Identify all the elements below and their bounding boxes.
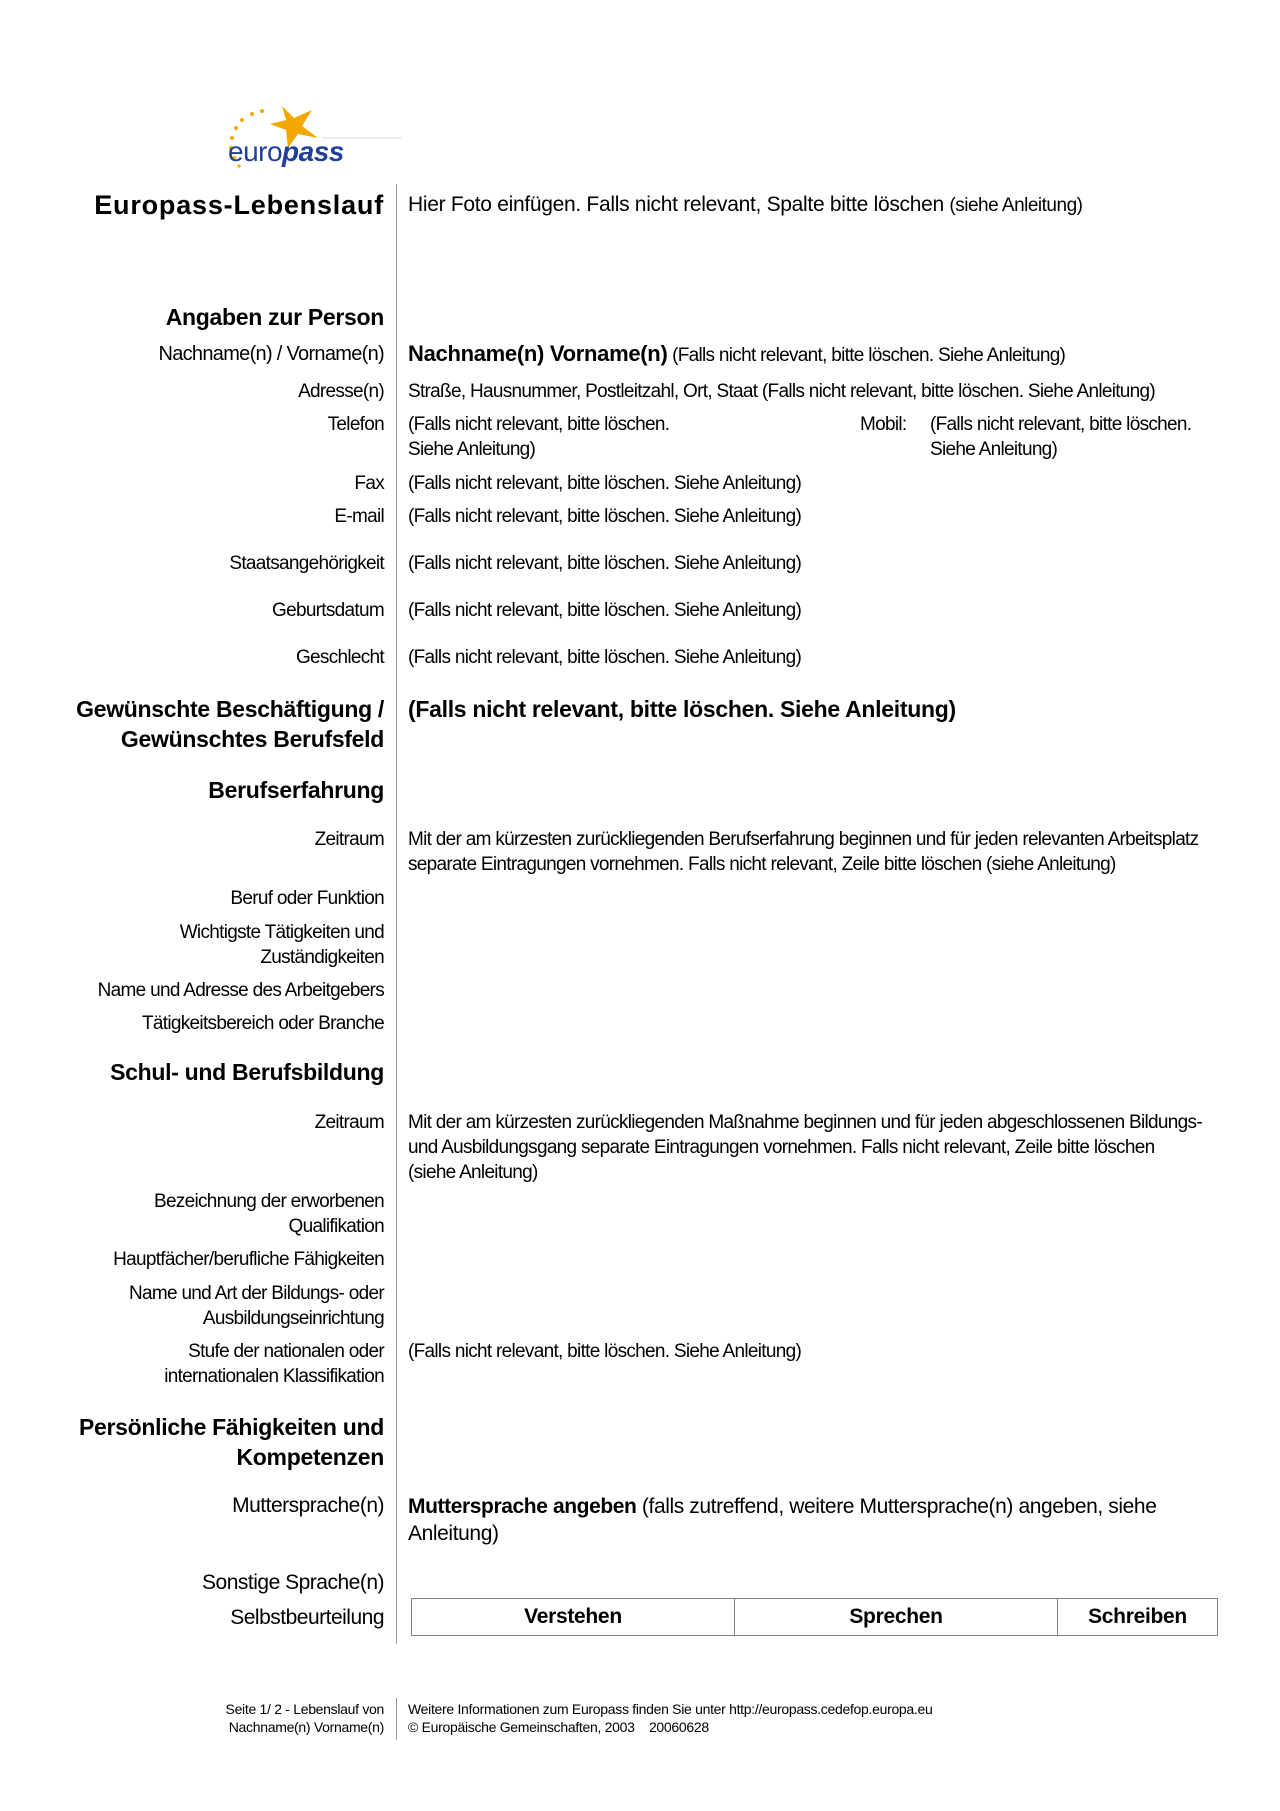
phone-value-line2: Siehe Anleitung) xyxy=(408,439,536,460)
name-value-text: Nachname(n) Vorname(n) xyxy=(408,341,668,366)
desired-job-value: (Falls nicht relevant, bitte löschen. Siehe Anleitung) xyxy=(408,696,956,722)
level-label xyxy=(164,1339,384,1389)
section-heading-personal: Angaben zur Person xyxy=(165,304,384,330)
employer-label: Name und Adresse des Arbeitgebers xyxy=(97,980,384,1001)
tasks-label-line1: Wichtigste Tätigkeiten und xyxy=(179,922,384,943)
work-period-value xyxy=(408,827,1198,877)
education-period-line2: und Ausbildungsgang separate Eintragungen vornehmen. Falls nicht relevant, Zeile bitte löschen xyxy=(408,1137,1155,1158)
mobile-label: Mobil: xyxy=(860,414,907,435)
photo-note-main: Hier Foto einfügen. Falls nicht relevant, Spalte bitte löschen xyxy=(408,193,944,216)
education-period-line3: (siehe Anleitung) xyxy=(408,1162,538,1183)
name-label: Nachname(n) / Vorname(n) xyxy=(158,343,384,365)
address-value: Straße, Hausnummer, Postleitzahl, Ort, Staat (Falls nicht relevant, bitte löschen. Siehe Anleitung) xyxy=(408,381,1156,402)
footer-left xyxy=(226,1700,384,1736)
table-header-writing: Schreiben xyxy=(1058,1599,1218,1636)
tasks-label xyxy=(180,920,384,970)
language-assessment-table xyxy=(411,1598,1218,1636)
skills-heading-line1: Persönliche Fähigkeiten und xyxy=(78,1414,384,1440)
qualification-label xyxy=(154,1189,384,1239)
footer-divider xyxy=(396,1698,397,1740)
email-value: (Falls nicht relevant, bitte löschen. Siehe Anleitung) xyxy=(408,506,802,527)
section-heading-desired-job xyxy=(76,694,384,754)
name-hint: (Falls nicht relevant, bitte löschen. Siehe Anleitung) xyxy=(672,345,1066,366)
desired-job-heading-line2: Gewünschtes Berufsfeld xyxy=(120,726,384,752)
institution-label xyxy=(129,1281,384,1331)
mobile-value xyxy=(930,412,1191,462)
mobile-value-line1: (Falls nicht relevant, bitte löschen. xyxy=(930,414,1192,435)
section-heading-work: Berufserfahrung xyxy=(208,777,384,803)
desired-job-heading-line1: Gewünschte Beschäftigung / xyxy=(76,696,384,722)
mother-tongue-value xyxy=(408,1493,1156,1547)
logo-euro-text: euro xyxy=(228,136,283,167)
sector-label: Tätigkeitsbereich oder Branche xyxy=(142,1013,384,1034)
photo-placeholder-note xyxy=(408,192,1082,218)
fax-value: (Falls nicht relevant, bitte löschen. Siehe Anleitung) xyxy=(408,473,802,494)
email-label: E-mail xyxy=(334,506,384,527)
mother-tongue-rest2: Anleitung) xyxy=(408,1522,499,1545)
level-value: (Falls nicht relevant, bitte löschen. Siehe Anleitung) xyxy=(408,1341,802,1362)
address-label: Adresse(n) xyxy=(298,381,384,402)
mother-tongue-bold: Muttersprache angeben xyxy=(408,1495,637,1518)
qualification-label-line2: Qualifikation xyxy=(288,1216,384,1237)
qualification-label-line1: Bezeichnung der erworbenen xyxy=(153,1191,384,1212)
education-period-label: Zeitraum xyxy=(314,1112,384,1133)
phone-label: Telefon xyxy=(327,414,384,435)
footer-cv-owner: Nachname(n) Vorname(n) xyxy=(228,1719,384,1735)
fax-label: Fax xyxy=(354,473,384,494)
phone-value-line1: (Falls nicht relevant, bitte löschen. xyxy=(408,414,670,435)
name-value xyxy=(408,340,1065,368)
education-period-line1: Mit der am kürzesten zurückliegenden Maßnahme beginnen und für jeden abgeschlossenen Bildungs- xyxy=(408,1112,1202,1133)
mother-tongue-rest1: (falls zutreffend, weitere Muttersprache(n) angeben, siehe xyxy=(636,1495,1157,1518)
table-header-understanding: Verstehen xyxy=(412,1599,735,1636)
photo-note-hint: (siehe Anleitung) xyxy=(949,195,1083,216)
work-period-label: Zeitraum xyxy=(314,829,384,850)
footer-info-link: Weitere Informationen zum Europass finden Sie unter http://europass.cedefop.europa.eu xyxy=(408,1701,933,1717)
nationality-value: (Falls nicht relevant, bitte löschen. Siehe Anleitung) xyxy=(408,553,802,574)
birthdate-value: (Falls nicht relevant, bitte löschen. Siehe Anleitung) xyxy=(408,600,802,621)
mother-tongue-label: Muttersprache(n) xyxy=(232,1494,384,1517)
skills-heading-line2: Kompetenzen xyxy=(236,1444,384,1470)
logo-pass-text: pass xyxy=(282,136,344,167)
page-title: Europass-Lebenslauf xyxy=(94,190,384,220)
mobile-value-line2: Siehe Anleitung) xyxy=(930,439,1058,460)
other-languages-label: Sonstige Sprache(n) xyxy=(202,1571,384,1594)
footer-copyright: © Europäische Gemeinschaften, 2003 20060628 xyxy=(408,1719,709,1735)
column-divider xyxy=(396,184,397,1644)
table-header-speaking: Sprechen xyxy=(735,1599,1058,1636)
gender-value: (Falls nicht relevant, bitte löschen. Siehe Anleitung) xyxy=(408,647,802,668)
phone-value xyxy=(408,412,669,462)
europass-logo xyxy=(222,96,402,176)
institution-label-line1: Name und Art der Bildungs- oder xyxy=(128,1283,384,1304)
footer-page-info: Seite 1/ 2 - Lebenslauf von xyxy=(225,1701,384,1717)
section-heading-education: Schul- und Berufsbildung xyxy=(110,1059,384,1085)
institution-label-line2: Ausbildungseinrichtung xyxy=(202,1308,384,1329)
gender-label: Geschlecht xyxy=(295,647,384,668)
education-period-value xyxy=(408,1110,1202,1185)
level-label-line2: internationalen Klassifikation xyxy=(164,1366,384,1387)
work-period-line1: Mit der am kürzesten zurückliegenden Berufserfahrung beginnen und für jeden relevanten Arbeitsplatz xyxy=(408,829,1199,850)
self-assessment-label: Selbstbeurteilung xyxy=(230,1606,384,1629)
tasks-label-line2: Zuständigkeiten xyxy=(260,947,384,968)
nationality-label: Staatsangehörigkeit xyxy=(229,553,384,574)
job-label: Beruf oder Funktion xyxy=(230,888,384,909)
section-heading-skills xyxy=(79,1412,384,1472)
work-period-line2: separate Eintragungen vornehmen. Falls nicht relevant, Zeile bitte löschen (siehe Anleitung) xyxy=(408,854,1116,875)
level-label-line1: Stufe der nationalen oder xyxy=(188,1341,384,1362)
language-table-header-row xyxy=(412,1599,1218,1636)
footer-right xyxy=(408,1700,932,1736)
birthdate-label: Geburtsdatum xyxy=(272,600,384,621)
subjects-label: Hauptfächer/berufliche Fähigkeiten xyxy=(113,1249,384,1270)
